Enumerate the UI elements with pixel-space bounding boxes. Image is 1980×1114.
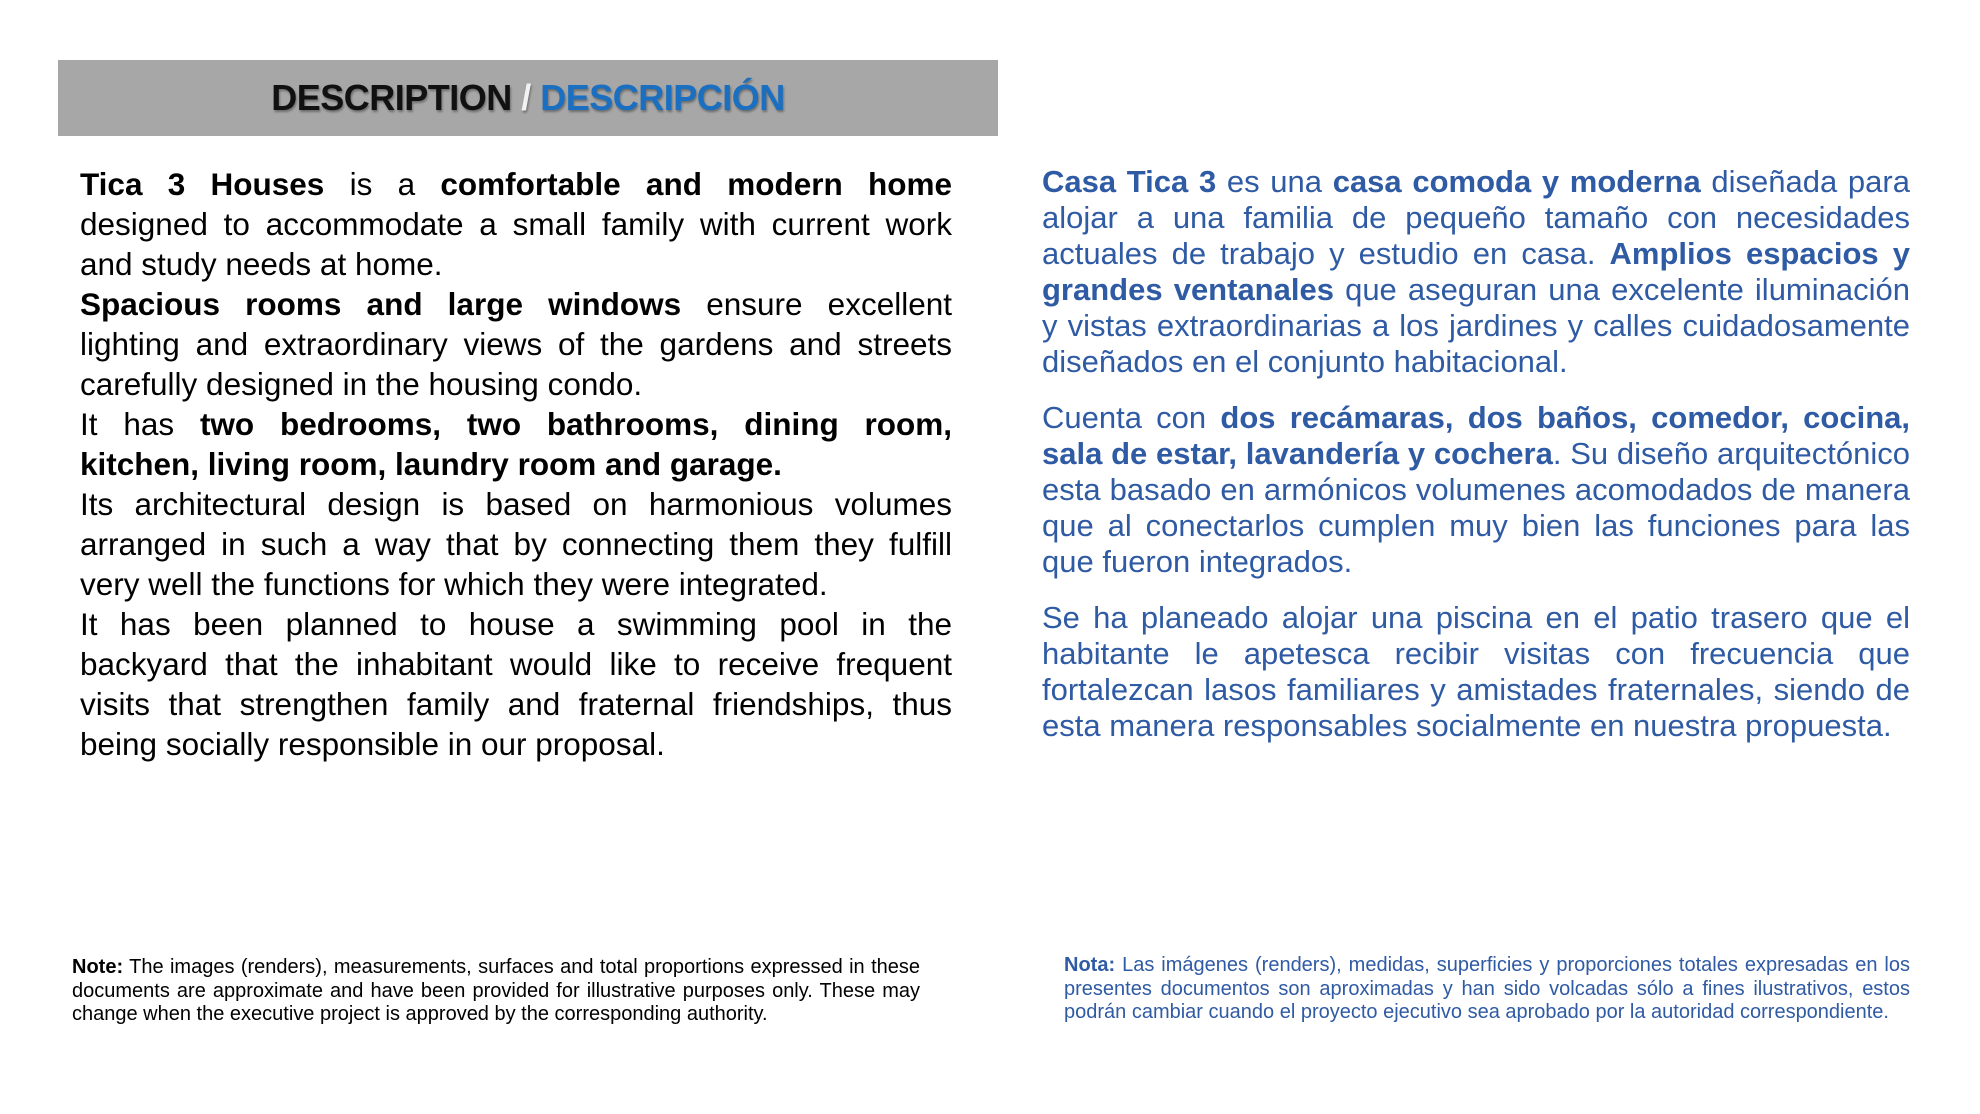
english-p1-text-2: designed to accommodate a small family with current work and study needs at home.	[80, 206, 952, 282]
english-paragraph-1	[80, 164, 952, 284]
english-paragraph-2	[80, 284, 952, 404]
spanish-paragraph-3: Se ha planeado alojar una piscina en el patio trasero que el habitante le apetesca recibir visitas con frecuencia que fortalezcan lasos familiares y amistades fraternales, siendo de esta manera responsables socialmente en nuestra propuesta.	[1042, 600, 1910, 743]
english-description	[80, 164, 952, 764]
english-p1-bold-1: Tica 3 Houses	[80, 166, 325, 202]
spanish-p1-bold-1: Casa Tica 3	[1042, 164, 1217, 199]
english-paragraph-5: It has been planned to house a swimming pool in the backyard that the inhabitant would like to receive frequent visits that strengthen family and fraternal friendships, thus being socially responsible in our proposal.	[80, 606, 952, 762]
header-bar	[58, 60, 998, 136]
english-p2-bold-1: Spacious rooms and large windows	[80, 286, 682, 322]
english-paragraph-4: Its architectural design is based on harmonious volumes arranged in such a way that by connecting them they fulfill very well the functions for which they were integrated.	[80, 486, 952, 602]
english-p2-text-1: ensure excellent lighting and extraordinary views of the gardens and streets carefully designed in the housing condo.	[80, 286, 952, 402]
spanish-paragraph-1	[1042, 164, 1910, 380]
english-note-text: The images (renders), measurements, surfaces and total proportions expressed in these documents are approximate and have been provided for illustrative purposes only. These may change when the executive project is approved by the corresponding authority.	[72, 956, 920, 1025]
english-note	[72, 956, 920, 1027]
spanish-note	[1064, 954, 1910, 1025]
title-spanish: DESCRIPCIÓN	[540, 77, 785, 118]
english-note-label: Note:	[72, 956, 124, 978]
english-p3-text-1: It has	[80, 406, 200, 442]
spanish-p2-text-1: Cuenta con	[1042, 400, 1221, 435]
spanish-p2-text-2: . Su diseño arquitectónico esta basado en armónicos volumenes acomodados de manera que al conectarlos cumplen muy bien las funciones para las que fueron integrados.	[1042, 436, 1910, 579]
spanish-note-text: Las imágenes (renders), medidas, superficies y proporciones totales expresadas en los presentes documentos son aproximadas y han sido volcadas sólo a fines ilustrativos, estos podrán cambiar cuando el proyecto ejecutivo sea aprobado por la autoridad correspondiente.	[1064, 954, 1910, 1023]
spanish-paragraph-2	[1042, 400, 1910, 580]
spanish-note-label: Nota:	[1064, 954, 1116, 976]
spanish-p1-text-2: diseñada para alojar a una familia de pequeño tamaño con necesidades actuales de trabajo y estudio en casa.	[1042, 164, 1910, 271]
english-p3-bold-1: two bedrooms, two bathrooms, dining room, kitchen, living room, laundry room and garage.	[80, 406, 953, 482]
spanish-p2-bold-1: dos recámaras, dos baños, comedor, cocina, sala de estar, lavandería y cochera	[1042, 400, 1910, 471]
english-p1-text-1: is a	[324, 166, 441, 202]
spanish-description	[1042, 164, 1910, 764]
spanish-p1-text-1: es una	[1216, 164, 1333, 199]
title-english: DESCRIPTION	[271, 77, 512, 118]
english-paragraph-3	[80, 404, 952, 484]
spanish-p1-bold-2: casa comoda y moderna	[1332, 164, 1701, 199]
english-p1-bold-2: comfortable and modern home	[440, 166, 952, 202]
page-title	[271, 77, 785, 119]
title-separator: /	[511, 77, 541, 118]
spanish-p1-text-3: que aseguran una excelente iluminación y vistas extraordinarias a los jardines y calles cuidadosamente diseñados en el conjunto habitacional.	[1042, 272, 1910, 379]
spanish-p1-bold-3: Amplios espacios y grandes ventanales	[1042, 236, 1910, 307]
